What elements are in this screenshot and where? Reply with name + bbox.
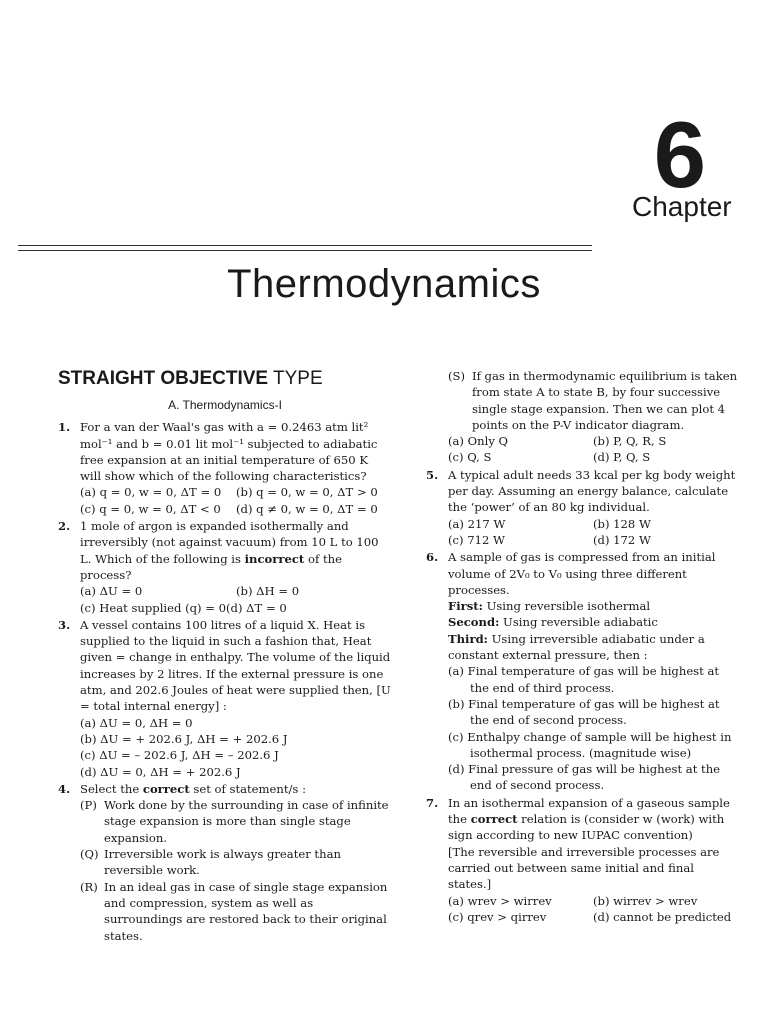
option-d: (d) 172 W [593,532,651,547]
process-label: First: [448,599,483,614]
emphasis: correct [470,812,518,827]
question-5 [426,467,738,548]
header-rule-bottom [18,250,592,251]
question-number: 1. [58,420,71,435]
question-text: For a van der Waal's gas with a = 0.2463 atm lit² mol⁻¹ and b = 0.01 lit mol⁻¹ subjected to adiabatic free expansion at an initial temperature of 650 K will show which of the following characteristics? [80,420,378,484]
option-c: (c) ΔU = – 202.6 J, ΔH = – 202.6 J [80,748,279,763]
question-text-part: relation is (consider w (work) with sign according to new IUPAC convention) [448,812,725,843]
question-number: 6. [426,550,439,565]
question-text-part: In an isothermal expansion of a gaseous sample the [448,795,730,827]
subsection-heading: A. Thermodynamics-I [168,398,282,412]
chapter-number: 6 [653,102,706,207]
question-note: [The reversible and irreversible processes are carried out between same initial and final states.] [448,844,720,892]
process-third [448,631,738,664]
emphasis: correct [142,781,190,796]
emphasis: incorrect [244,551,305,566]
option-d: (d) q ≠ 0, w = 0, ΔT = 0 [236,501,378,516]
option-c: (c) qrev > qirrev [448,909,547,924]
statement-q [80,846,392,879]
question-4-continued [426,368,738,466]
question-6 [426,549,738,793]
question-4 [58,781,392,944]
option-a: (a) Only Q [448,434,509,449]
options [448,516,738,549]
process-text: Using irreversible adiabatic under a constant external pressure, then : [448,631,705,663]
question-number: 7. [426,795,439,810]
statement-text: If gas in thermodynamic equilibrium is taken from state A to state B, by four successive single stage expansion. Then we can plot 4 points on the P-V indicator diagram. [472,369,738,432]
option-b: (b) ΔH = 0 [236,584,300,599]
question-2 [58,518,392,616]
question-text: A vessel contains 100 litres of a liquid X. Heat is supplied to the liquid in such a fashion that, Heat given = change in enthalpy. The volume of the liquid increases by 2 litres. If the external pressure is one atm, and 202.6 Joules of heat were supplied then, [U = total internal energy] : [80,617,391,714]
option-d: (d) Final pressure of gas will be highest at the end of second process. [448,762,721,793]
options [80,583,392,599]
option-c: (c) q = 0, w = 0, ΔT < 0 [80,501,221,516]
process-label: Third: [448,631,488,646]
question-text-part: Select the [80,781,143,796]
question-text: A typical adult needs 33 kcal per kg body weight per day. Assuming an energy balance, calculate the ‘power’ of an 80 kg individual. [448,467,736,515]
question-number: 4. [58,781,71,796]
process-label: Second: [448,615,500,630]
option-a: (a) wrev > wirrev [448,893,552,908]
statement-text: Irreversible work is always greater than reversible work. [104,847,341,878]
question-text [448,795,738,844]
option-b: (b) P, Q, R, S [593,434,667,449]
question-text-part: of the process? [80,551,342,582]
options [448,433,738,466]
chapter-label: Chapter [632,191,732,222]
right-column [426,368,738,926]
statement-label: (S) [448,369,465,383]
option-c-d: (c) Heat supplied (q) = 0(d) ΔT = 0 [80,600,287,615]
question-3 [58,617,392,780]
option-b: (b) Final temperature of gas will be highest at the end of second process. [448,696,720,728]
section-heading-bold: STRAIGHT OBJECTIVE [58,368,269,389]
question-text-part: set of statement/s : [189,781,306,796]
section-heading [58,368,392,390]
statement-text: In an ideal gas in case of single stage expansion and compression, system as well as surroundings are restored back to their original states. [104,879,388,943]
statement-r [80,879,392,944]
option-a: (a) ΔU = 0, ΔH = 0 [80,715,193,730]
statement-p [80,797,392,846]
question-number: 3. [58,617,71,632]
process-second [448,614,738,630]
statement-label: (R) [80,879,98,894]
option-b: (b) 128 W [593,516,651,531]
option-a: (a) Final temperature of gas will be highest at the end of third process. [448,664,720,695]
process-first [448,598,738,614]
question-text: A sample of gas is compressed from an initial volume of 2V₀ to V₀ using three different processes. [448,550,716,597]
option-d: (d) cannot be predicted [593,909,732,924]
option-b: (b) q = 0, w = 0, ΔT > 0 [236,485,378,500]
statement-s [448,368,738,433]
question-text [80,518,392,583]
option-c: (c) Enthalpy change of sample will be highest in isothermal process. (magnitude wise) [448,729,732,760]
question-text [80,781,392,797]
left-column [58,368,392,945]
question-number: 5. [426,467,439,482]
option-a: (a) q = 0, w = 0, ΔT = 0 [80,485,222,500]
question-7 [426,795,738,925]
chapter-title: Thermodynamics [227,262,541,306]
option-b: (b) wirrev > wrev [593,893,698,908]
header-rule-top [18,245,592,246]
process-text: Using reversible adiabatic [499,615,658,630]
options [80,484,392,517]
question-number: 2. [58,519,71,534]
option-b: (b) ΔU = + 202.6 J, ΔH = + 202.6 J [80,731,288,746]
section-heading-rest: TYPE [273,368,323,389]
option-d: (d) ΔU = 0, ΔH = + 202.6 J [80,764,241,779]
option-d: (d) P, Q, S [593,450,651,465]
options [448,893,738,926]
question-text-part: 1 mole of argon is expanded isothermally and irreversibly (not against vacuum) from 10 L to 100 L. Which of the following is [80,519,379,566]
option-c: (c) 712 W [448,532,505,547]
process-text: Using reversible isothermal [482,599,651,614]
option-a: (a) ΔU = 0 [80,584,143,599]
option-c: (c) Q, S [448,450,492,465]
statement-text: Work done by the surrounding in case of infinite stage expansion is more than single stage expansion. [104,798,389,845]
statement-label: (P) [80,798,97,813]
option-a: (a) 217 W [448,516,506,531]
question-1 [58,419,392,517]
statement-label: (Q) [80,847,99,862]
